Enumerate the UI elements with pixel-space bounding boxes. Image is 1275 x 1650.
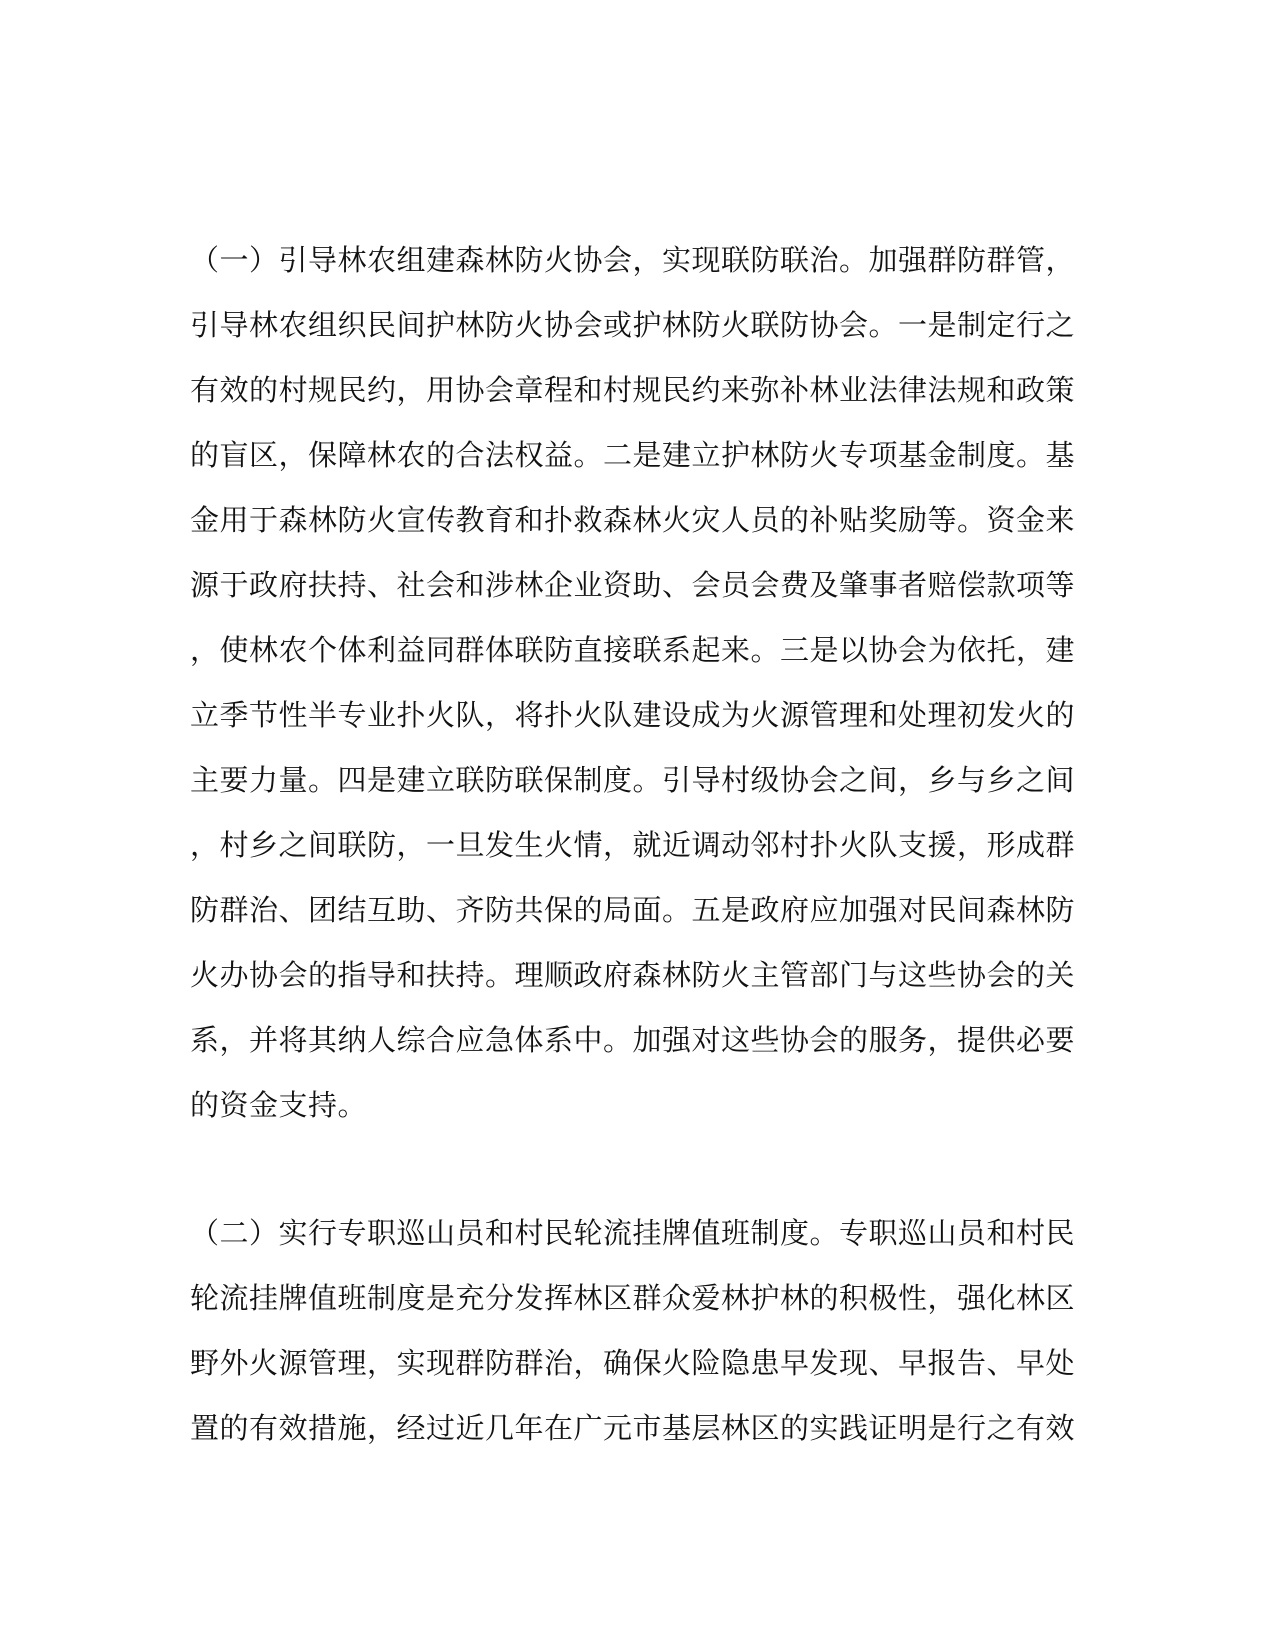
paragraph-line: 防群治、团结互助、齐防共保的局面。五是政府应加强对民间森林防 <box>190 893 1076 927</box>
paragraph-line: 源于政府扶持、社会和涉林企业资助、会员会费及肇事者赔偿款项等 <box>190 568 1076 602</box>
paragraph-line: 有效的村规民约，用协会章程和村规民约来弥补林业法律法规和政策 <box>190 373 1076 407</box>
paragraph-line: 火办协会的指导和扶持。理顺政府森林防火主管部门与这些协会的关 <box>190 958 1076 992</box>
paragraph-line: （二）实行专职巡山员和村民轮流挂牌值班制度。专职巡山员和村民 <box>190 1216 1076 1250</box>
paragraph-line: 立季节性半专业扑火队，将扑火队建设成为火源管理和处理初发火的 <box>190 698 1076 732</box>
paragraph-1 <box>190 235 1076 1145</box>
paragraph-line: ，村乡之间联防，一旦发生火情，就近调动邻村扑火队支援，形成群 <box>190 828 1076 862</box>
paragraph-line: 轮流挂牌值班制度是充分发挥林区群众爱林护林的积极性，强化林区 <box>190 1281 1076 1315</box>
paragraph-line: 的资金支持。 <box>190 1088 368 1122</box>
paragraph-line: 金用于森林防火宣传教育和扑救森林火灾人员的补贴奖励等。资金来 <box>190 503 1076 537</box>
paragraph-line: 引导林农组织民间护林防火协会或护林防火联防协会。一是制定行之 <box>190 308 1076 342</box>
paragraph-line: 野外火源管理，实现群防群治，确保火险隐患早发现、早报告、早处 <box>190 1346 1076 1380</box>
paragraph-2 <box>190 1208 1076 1468</box>
paragraph-line: （一）引导林农组建森林防火协会，实现联防联治。加强群防群管， <box>190 243 1076 277</box>
paragraph-line: 主要力量。四是建立联防联保制度。引导村级协会之间，乡与乡之间 <box>190 763 1076 797</box>
paragraph-line: 系，并将其纳人综合应急体系中。加强对这些协会的服务，提供必要 <box>190 1023 1076 1057</box>
paragraph-line: 的盲区，保障林农的合法权益。二是建立护林防火专项基金制度。基 <box>190 438 1076 472</box>
paragraph-line: ，使林农个体利益同群体联防直接联系起来。三是以协会为依托，建 <box>190 633 1076 667</box>
paragraph-line: 置的有效措施，经过近几年在广元市基层林区的实践证明是行之有效 <box>190 1411 1076 1445</box>
